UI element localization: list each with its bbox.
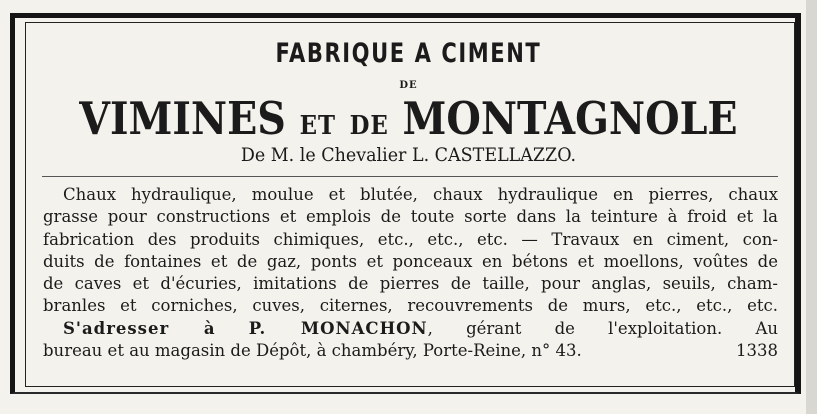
body-line: Chaux hydraulique, moulue et blutée, chaux hydraulique en pierres, chaux (63, 185, 778, 204)
company-name-conj1: ET (299, 111, 336, 141)
contact-name: P. MONACHON (248, 318, 428, 338)
company-name-part2: MONTAGNOLE (402, 92, 738, 145)
divider-rule (42, 176, 778, 177)
scan-edge (806, 0, 817, 414)
ad-body (43, 184, 778, 362)
company-name (49, 92, 768, 145)
body-line: fabrication des produits chimiques, etc., etc., etc. — Travaux en ciment, con- (43, 229, 778, 249)
address-text: bureau et au magasin de Dépôt, à chambéry, Porte-Reine, n° 43. (43, 341, 582, 361)
body-line: branles et corniches, cuves, citernes, recouvrements de murs, etc., etc., etc. (43, 296, 778, 316)
contact-line (43, 318, 778, 340)
address-line (43, 340, 778, 362)
contact-rest: , gérant de l'exploitation. Au (427, 318, 778, 338)
body-line: duits de fontaines et de gaz, ponts et ponceaux en bétons et moellons, voûtes de (43, 251, 778, 271)
company-name-conj2: DE (349, 111, 389, 141)
heading-connector: DE (399, 80, 418, 91)
body-line: de caves et d'écuries, imitations de pierres de taille, pour anglas, seuils, cham- (43, 274, 778, 294)
body-line: grasse pour constructions et emplois de toute sorte dans la teinture à froid et la (43, 207, 778, 227)
ad-heading: FABRIQUE A CIMENT (275, 38, 542, 69)
company-name-part1: VIMINES (79, 92, 286, 145)
contact-prefix: S'adresser à (63, 318, 216, 338)
reference-number: 1338 (736, 341, 778, 361)
owner-line: De M. le Chevalier L. CASTELLAZZO. (240, 144, 577, 166)
